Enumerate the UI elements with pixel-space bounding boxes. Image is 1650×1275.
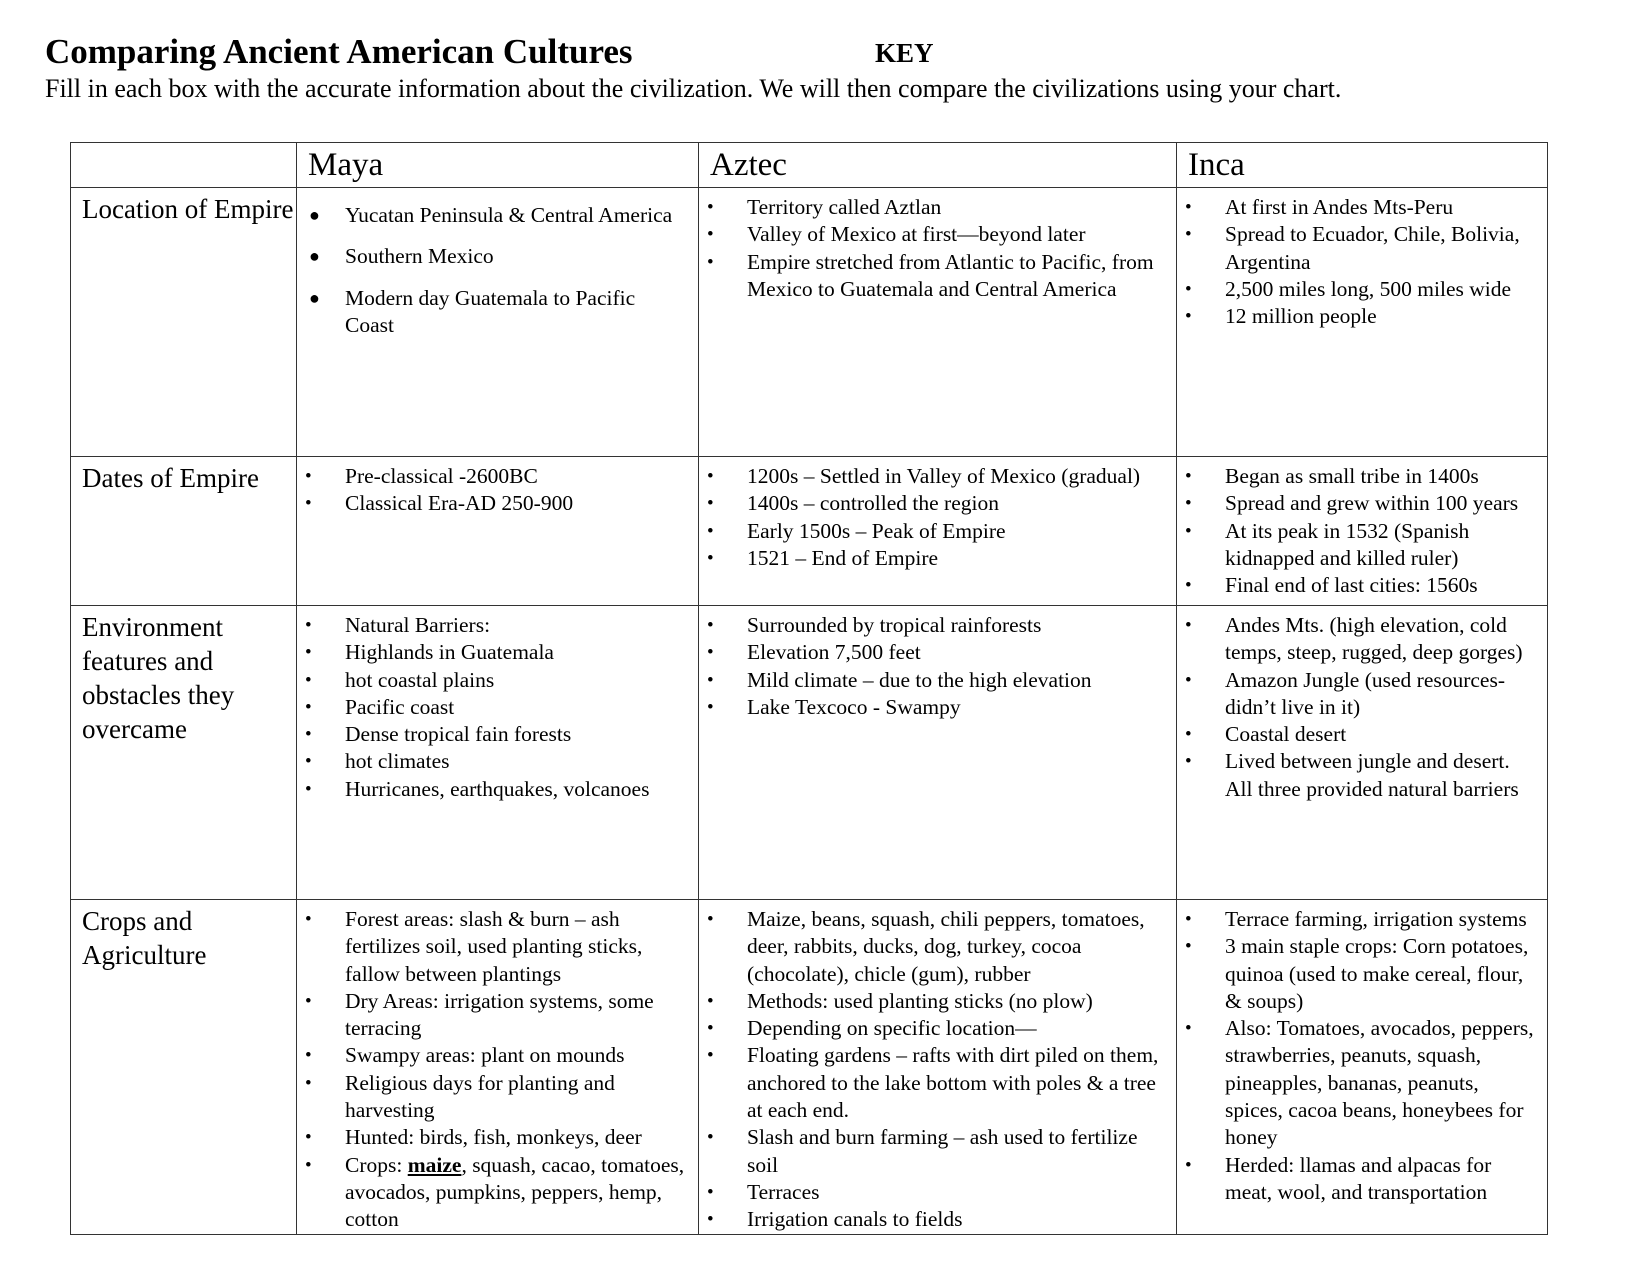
list-item: • Elevation 7,500 feet	[747, 639, 1166, 666]
list-item: • Natural Barriers:	[345, 612, 688, 639]
list-item: • Surrounded by tropical rainforests	[747, 612, 1166, 639]
list-item: • Spread and grew within 100 years	[1225, 490, 1537, 517]
list-item: • 2,500 miles long, 500 miles wide	[1225, 276, 1537, 303]
key-label: KEY	[875, 38, 934, 68]
maya-bullet-list	[297, 606, 698, 803]
crops-suffix: , squash, cacao, tomatoes, avocados, pumpkins, peppers, hemp, cotton	[345, 1152, 685, 1232]
comparison-table	[70, 142, 1548, 1235]
list-item: • 12 million people	[1225, 303, 1537, 330]
list-item: • Empire stretched from Atlantic to Pacific, from Mexico to Guatemala and Central America	[747, 249, 1166, 304]
table-row	[71, 457, 1548, 606]
inca-cell	[1177, 457, 1548, 606]
list-item: • Spread to Ecuador, Chile, Bolivia, Argentina	[1225, 221, 1537, 276]
header-aztec: Aztec	[699, 143, 1177, 188]
inca-cell	[1177, 900, 1548, 1235]
list-item: • Depending on specific location—	[747, 1015, 1166, 1042]
list-item: • 1200s – Settled in Valley of Mexico (gradual)	[747, 463, 1166, 490]
maya-bullet-list	[297, 188, 698, 339]
list-item: • Mild climate – due to the high elevation	[747, 667, 1166, 694]
list-item: • Began as small tribe in 1400s	[1225, 463, 1537, 490]
list-item-crops	[345, 1152, 688, 1234]
list-item: ● Modern day Guatemala to Pacific Coast	[345, 285, 688, 340]
instructions: Fill in each box with the accurate information about the civilization. We will then compare the civilizations using your chart.	[45, 74, 1342, 103]
row-label: Environment features and obstacles they overcame	[71, 606, 297, 900]
list-item: • Dense tropical fain forests	[345, 721, 688, 748]
inca-bullet-list	[1177, 606, 1547, 803]
list-item: • 1521 – End of Empire	[747, 545, 1166, 572]
list-item: • Terrace farming, irrigation systems	[1225, 906, 1537, 933]
inca-bullet-list	[1177, 457, 1547, 599]
inca-cell	[1177, 188, 1548, 457]
aztec-cell	[699, 606, 1177, 900]
list-item: • Methods: used planting sticks (no plow)	[747, 988, 1166, 1015]
inca-cell	[1177, 606, 1548, 900]
list-item: ● Southern Mexico	[345, 243, 688, 270]
aztec-cell	[699, 188, 1177, 457]
list-item: • Highlands in Guatemala	[345, 639, 688, 666]
list-item: • Territory called Aztlan	[747, 194, 1166, 221]
list-item: • Swampy areas: plant on mounds	[345, 1042, 688, 1069]
list-item: • Lived between jungle and desert. All three provided natural barriers	[1225, 748, 1537, 803]
list-item: • Classical Era-AD 250-900	[345, 490, 688, 517]
crops-prefix: Crops:	[345, 1152, 408, 1177]
list-item: • Valley of Mexico at first—beyond later	[747, 221, 1166, 248]
list-item: • Lake Texcoco - Swampy	[747, 694, 1166, 721]
list-item: • Floating gardens – rafts with dirt piled on them, anchored to the lake bottom with poles & a tree at each end.	[747, 1042, 1166, 1124]
list-item: • Also: Tomatoes, avocados, peppers, strawberries, peanuts, squash, pineapples, bananas, peanuts, spices, cacoa beans, honeybees for honey	[1225, 1015, 1537, 1151]
list-item: • Religious days for planting and harvesting	[345, 1070, 688, 1125]
list-item: • Herded: llamas and alpacas for meat, wool, and transportation	[1225, 1152, 1537, 1207]
list-item: • 3 main staple crops: Corn potatoes, quinoa (used to make cereal, flour, & soups)	[1225, 933, 1537, 1015]
list-item: • Hunted: birds, fish, monkeys, deer	[345, 1124, 688, 1151]
header-row	[71, 143, 1548, 188]
list-item: • Early 1500s – Peak of Empire	[747, 518, 1166, 545]
list-item: • Slash and burn farming – ash used to fertilize soil	[747, 1124, 1166, 1179]
header-inca: Inca	[1177, 143, 1548, 188]
table-row	[71, 900, 1548, 1235]
header-maya: Maya	[297, 143, 699, 188]
list-item: • Irrigation canals to fields	[747, 1206, 1166, 1233]
list-item: • Final end of last cities: 1560s	[1225, 572, 1537, 599]
row-label: Dates of Empire	[71, 457, 297, 606]
list-item: • At first in Andes Mts-Peru	[1225, 194, 1537, 221]
list-item: • At its peak in 1532 (Spanish kidnapped and killed ruler)	[1225, 518, 1537, 573]
aztec-cell	[699, 900, 1177, 1235]
maya-cell	[297, 457, 699, 606]
list-item: • Pre-classical -2600BC	[345, 463, 688, 490]
row-label: Crops and Agriculture	[71, 900, 297, 1235]
document-title: Comparing Ancient American Cultures	[45, 32, 633, 71]
maya-cell	[297, 188, 699, 457]
list-item: • Hurricanes, earthquakes, volcanoes	[345, 776, 688, 803]
aztec-bullet-list	[699, 606, 1176, 721]
aztec-bullet-list	[699, 188, 1176, 303]
aztec-bullet-list	[699, 457, 1176, 572]
maya-bullet-list	[297, 457, 698, 518]
maya-bullet-list	[297, 900, 698, 1234]
list-item: • Maize, beans, squash, chili peppers, tomatoes, deer, rabbits, ducks, dog, turkey, cocoa (chocolate), chicle (gum), rubber	[747, 906, 1166, 988]
header-empty	[71, 143, 297, 188]
list-item: • Terraces	[747, 1179, 1166, 1206]
list-item: • hot coastal plains	[345, 667, 688, 694]
inca-bullet-list	[1177, 900, 1547, 1206]
maya-cell	[297, 900, 699, 1235]
list-item: • Andes Mts. (high elevation, cold temps, steep, rugged, deep gorges)	[1225, 612, 1537, 667]
aztec-cell	[699, 457, 1177, 606]
list-item: • Dry Areas: irrigation systems, some terracing	[345, 988, 688, 1043]
list-item: • Forest areas: slash & burn – ash fertilizes soil, used planting sticks, fallow between plantings	[345, 906, 688, 988]
list-item: ● Yucatan Peninsula & Central America	[345, 202, 688, 229]
table-row	[71, 188, 1548, 457]
maya-cell	[297, 606, 699, 900]
list-item: • hot climates	[345, 748, 688, 775]
list-item: • Amazon Jungle (used resources- didn’t live in it)	[1225, 667, 1537, 722]
list-item: • Pacific coast	[345, 694, 688, 721]
list-item: • 1400s – controlled the region	[747, 490, 1166, 517]
crops-highlight: maize	[407, 1152, 462, 1177]
inca-bullet-list	[1177, 188, 1547, 330]
aztec-bullet-list	[699, 900, 1176, 1234]
list-item: • Coastal desert	[1225, 721, 1537, 748]
table-row	[71, 606, 1548, 900]
row-label: Location of Empire	[71, 188, 297, 457]
